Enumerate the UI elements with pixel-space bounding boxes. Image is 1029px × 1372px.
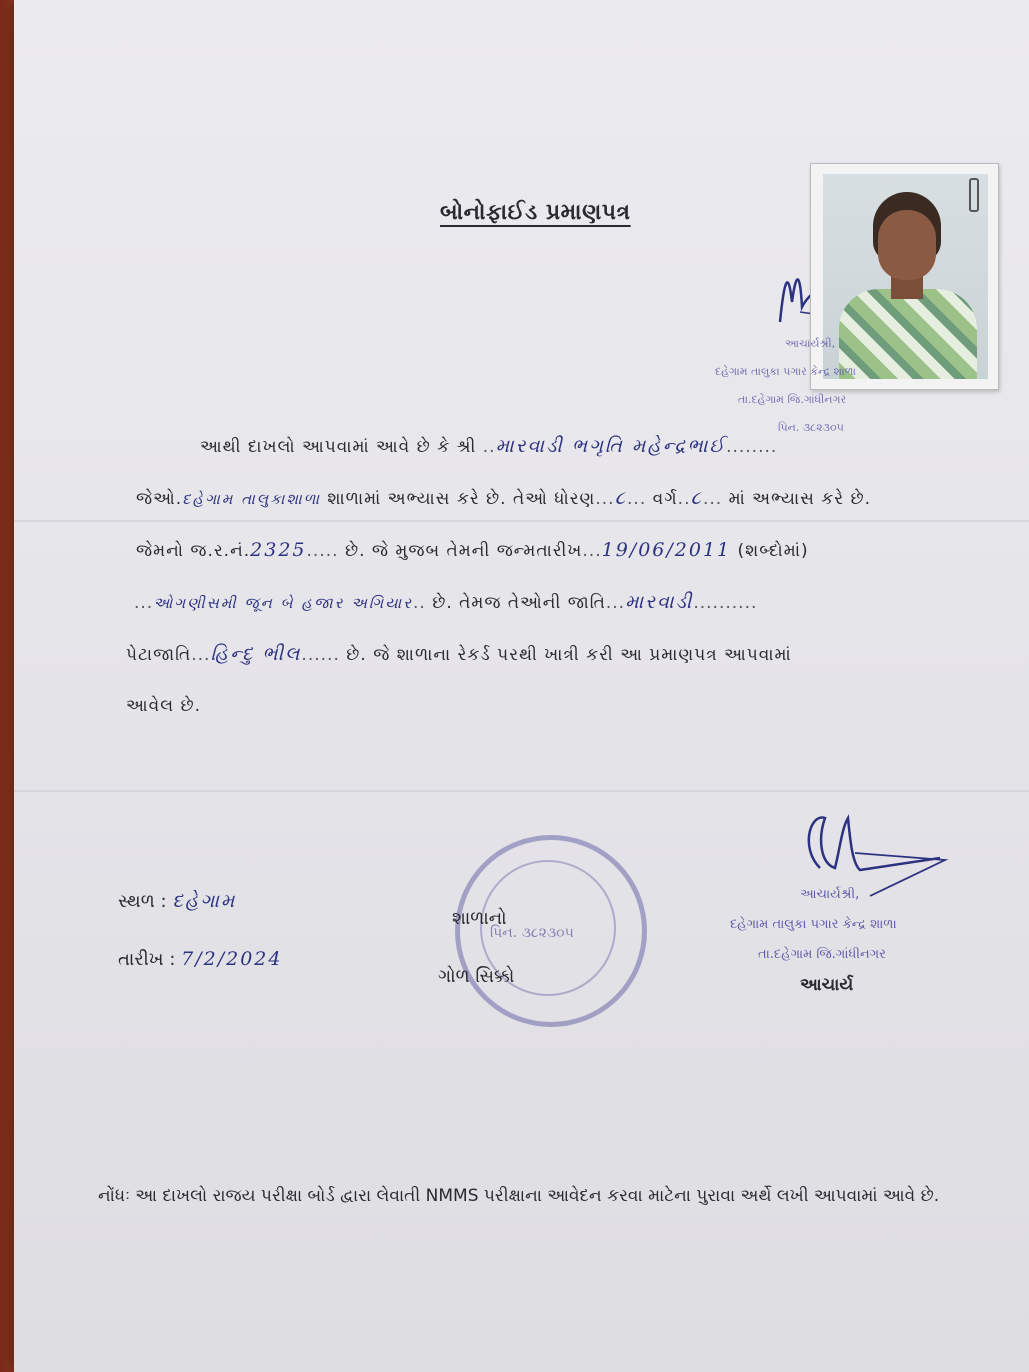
body-text: છે. જે મુજબ તેમની જન્મતારીખ [344, 541, 583, 561]
paper-fold [14, 790, 1029, 792]
header-stamp-line: તા.દહેગામ જિ.ગાંધીનગર [738, 393, 847, 406]
body-text: આવેલ છે. [126, 696, 202, 716]
header-stamp-line: પિન. ૩૮૨૩૦૫ [778, 421, 844, 434]
body-text: જેમનો જ.ર.નં. [136, 541, 251, 561]
certificate-title: બોનોફાઈડ પ્રમાણપત્ર [440, 200, 631, 225]
principal-line: દહેગામ તાલુકા પગાર કેન્દ્ર શાળા [730, 917, 897, 932]
header-stamp-line: દહેગામ તાલુકા પગાર કેન્દ્ર શાળા [715, 365, 856, 378]
seal-text: પિન. ૩૮૨૩૦૫ [490, 925, 574, 941]
certificate-body: આથી દાખલો આપવામાં આવે છે કે શ્રી ..મારવાડી ભગૃતિ મહેન્દ્રભાઈ........ જેઓ.દહેગામ તાલુકાશાળા શાળામાં અભ્યાસ કરે છે. તેઓ ધોરણ...૮... વર્ગ..૮... માં અભ્યાસ કરે છે. જેમનો જ.ર.નં.2325..... છે. જે મુજબ તેમની જન્મતારીખ...19/06/2011 (શબ્દોમાં) ...ઓગણીસમી જૂન બે હજાર અગિયાર.. છે. તેમજ તેઓની જાતિ...મારવાડી.......... પેટાજાતિ...હિન્દુ ભીલ...... છે. જે શાળાના રેકર્ડ પરથી ખાત્રી કરી આ પ્રમાણપત્ર આપવામાં આવેલ છે. [126, 435, 872, 716]
date-value: 7/2/2024 [181, 948, 283, 970]
standard: ૮ [614, 487, 628, 509]
place-date-block [118, 890, 282, 1006]
body-text: (શબ્દોમાં) [737, 541, 809, 561]
principal-block [730, 880, 897, 1000]
body-text: આથી દાખલો આપવામાં આવે છે કે શ્રી [200, 437, 477, 457]
principal-line: તા.દહેગામ જિ.ગાંધીનગર [758, 947, 886, 962]
seal-label-line: ગોળ સિક્કો [438, 966, 515, 987]
date-label: તારીખ : [118, 949, 176, 970]
student-name: મારવાડી ભગૃતિ મહેન્દ્રભાઈ [495, 435, 727, 457]
gr-number: 2325 [250, 539, 307, 561]
sub-caste: હિન્દુ ભીલ [210, 643, 302, 665]
principal-line: આચાર્યશ્રી, [800, 887, 860, 902]
date-of-birth: 19/06/2011 [601, 539, 732, 561]
header-stamp-line: આચાર્યશ્રી, [785, 337, 836, 350]
principal-title: આચાર્ય [800, 975, 854, 995]
body-text: વર્ગ [652, 489, 678, 509]
body-text: શાળામાં અભ્યાસ કરે છે. તેઓ ધોરણ [327, 489, 596, 509]
school-name: દહેગામ તાલુકાશાળા [182, 490, 321, 508]
seal-label-line: શાળાનો [452, 908, 507, 929]
body-text: જેઓ [136, 489, 176, 509]
body-text: છે. તેમજ તેઓની જાતિ [432, 593, 606, 613]
division: ૮ [690, 487, 703, 509]
dob-in-words: ઓગણીસમી જૂન બે હજાર અગિયાર [153, 594, 413, 612]
place-label: સ્થળ : [118, 891, 167, 912]
body-text: પેટાજાતિ [126, 645, 192, 665]
body-text: છે. જે શાળાના રેકર્ડ પરથી ખાત્રી કરી આ પ્રમાણપત્ર આપવામાં [346, 645, 792, 665]
body-text: માં અભ્યાસ કરે છે. [728, 489, 872, 509]
caste: મારવાડી [625, 591, 694, 613]
seal-label [438, 890, 514, 1006]
footer-note: નોંધઃ આ દાખલો રાજય પરીક્ષા બોર્ડ દ્વારા લેવાતી NMMS પરીક્ષાના આવેદન કરવા માટેના પુરાવા અર્થે લખી આપવામાં આવે છે. [98, 1186, 940, 1206]
place-value: દહેગામ [172, 890, 237, 912]
